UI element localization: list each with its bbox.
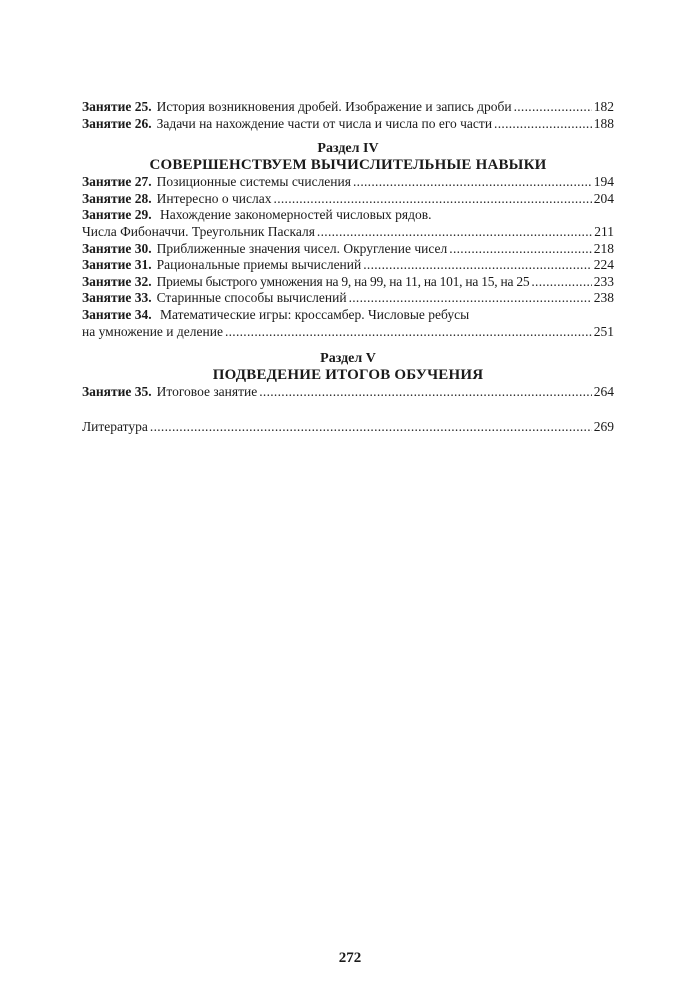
page-ref: 233: [593, 273, 614, 289]
lesson-title: Приближенные значения чисел. Округление чисел: [156, 240, 448, 256]
toc-entry-29-line-2[interactable]: [82, 224, 614, 241]
lesson-label: Занятие 30.: [82, 240, 152, 256]
lesson-title: Приемы быстрого умножения на 9, на 99, на 11, на 101, на 15, на 25: [156, 273, 530, 289]
dot-leader: [514, 99, 592, 116]
literature-title: Литература: [82, 418, 148, 434]
page-ref: 264: [593, 384, 614, 400]
dot-leader: [274, 191, 592, 208]
lesson-title: Задачи на нахождение части от числа и числа по его части: [156, 115, 493, 131]
table-of-contents: [82, 99, 614, 435]
toc-entry-35[interactable]: [82, 384, 614, 401]
lesson-label: Занятие 27.: [82, 174, 152, 190]
page-number: 272: [338, 950, 362, 966]
lesson-title: Нахождение закономерностей числовых рядов.: [159, 207, 432, 223]
lesson-label: Занятие 32.: [82, 273, 152, 289]
page-ref: 211: [594, 223, 614, 239]
lesson-label: Занятие 26.: [82, 115, 152, 131]
page-ref: 269: [593, 418, 614, 434]
toc-entry-33[interactable]: [82, 290, 614, 307]
toc-entry-32[interactable]: [82, 274, 614, 291]
section-number: Раздел V: [320, 351, 376, 367]
dot-leader: [259, 384, 592, 401]
dot-leader: [150, 419, 592, 436]
lesson-title: Итоговое занятие: [156, 384, 258, 400]
toc-entry-26[interactable]: [82, 116, 614, 133]
page-ref: 188: [593, 115, 614, 131]
toc-entry-literature[interactable]: [82, 419, 614, 436]
toc-entry-28[interactable]: [82, 191, 614, 208]
dot-leader: [353, 174, 592, 191]
section-title: СОВЕРШЕНСТВУЕМ ВЫЧИСЛИТЕЛЬНЫЕ НАВЫКИ: [149, 157, 547, 174]
lesson-label: Занятие 28.: [82, 190, 152, 206]
toc-entry-34-line-1[interactable]: [82, 307, 614, 324]
lesson-title-continued: Числа Фибоначчи. Треугольник Паскаля: [82, 223, 315, 239]
toc-entry-27[interactable]: [82, 174, 614, 191]
lesson-title: Интересно о числах: [156, 190, 272, 206]
section-4-heading: [82, 140, 614, 174]
lesson-label: Занятие 29.: [82, 207, 152, 223]
dot-leader: [449, 241, 591, 258]
lesson-title: Позиционные системы счисления: [156, 174, 351, 190]
lesson-title: История возникновения дробей. Изображение и запись дроби: [156, 99, 512, 114]
dot-leader: [225, 324, 592, 341]
page-ref: 238: [593, 290, 614, 306]
toc-entry-34-line-2[interactable]: [82, 324, 614, 341]
lesson-title-continued: на умножение и деление: [82, 323, 223, 339]
page-ref: 182: [593, 99, 614, 114]
dot-leader: [317, 224, 592, 241]
toc-entry-30[interactable]: [82, 241, 614, 258]
page-ref: 251: [593, 323, 614, 339]
section-number: Раздел IV: [317, 141, 379, 157]
page-ref: 194: [593, 174, 614, 190]
dot-leader: [363, 257, 592, 274]
dot-leader: [531, 274, 591, 291]
page-ref: 204: [593, 190, 614, 206]
section-title: ПОДВЕДЕНИЕ ИТОГОВ ОБУЧЕНИЯ: [212, 367, 484, 384]
lesson-title: Старинные способы вычислений: [156, 290, 347, 306]
page-ref: 224: [593, 257, 614, 273]
toc-entry-25[interactable]: [82, 99, 614, 116]
dot-leader: [349, 290, 592, 307]
dot-leader: [494, 116, 592, 133]
lesson-label: Занятие 35.: [82, 384, 152, 400]
toc-entry-29-line-1[interactable]: [82, 207, 614, 224]
toc-entry-31[interactable]: [82, 257, 614, 274]
section-5-heading: [82, 350, 614, 384]
lesson-label: Занятие 25.: [82, 99, 152, 114]
lesson-label: Занятие 34.: [82, 306, 152, 322]
lesson-label: Занятие 33.: [82, 290, 152, 306]
lesson-title: Рациональные приемы вычислений: [156, 257, 362, 273]
page-ref: 218: [593, 240, 614, 256]
lesson-title: Математические игры: кроссамбер. Числовые ребусы: [159, 306, 470, 322]
lesson-label: Занятие 31.: [82, 257, 152, 273]
